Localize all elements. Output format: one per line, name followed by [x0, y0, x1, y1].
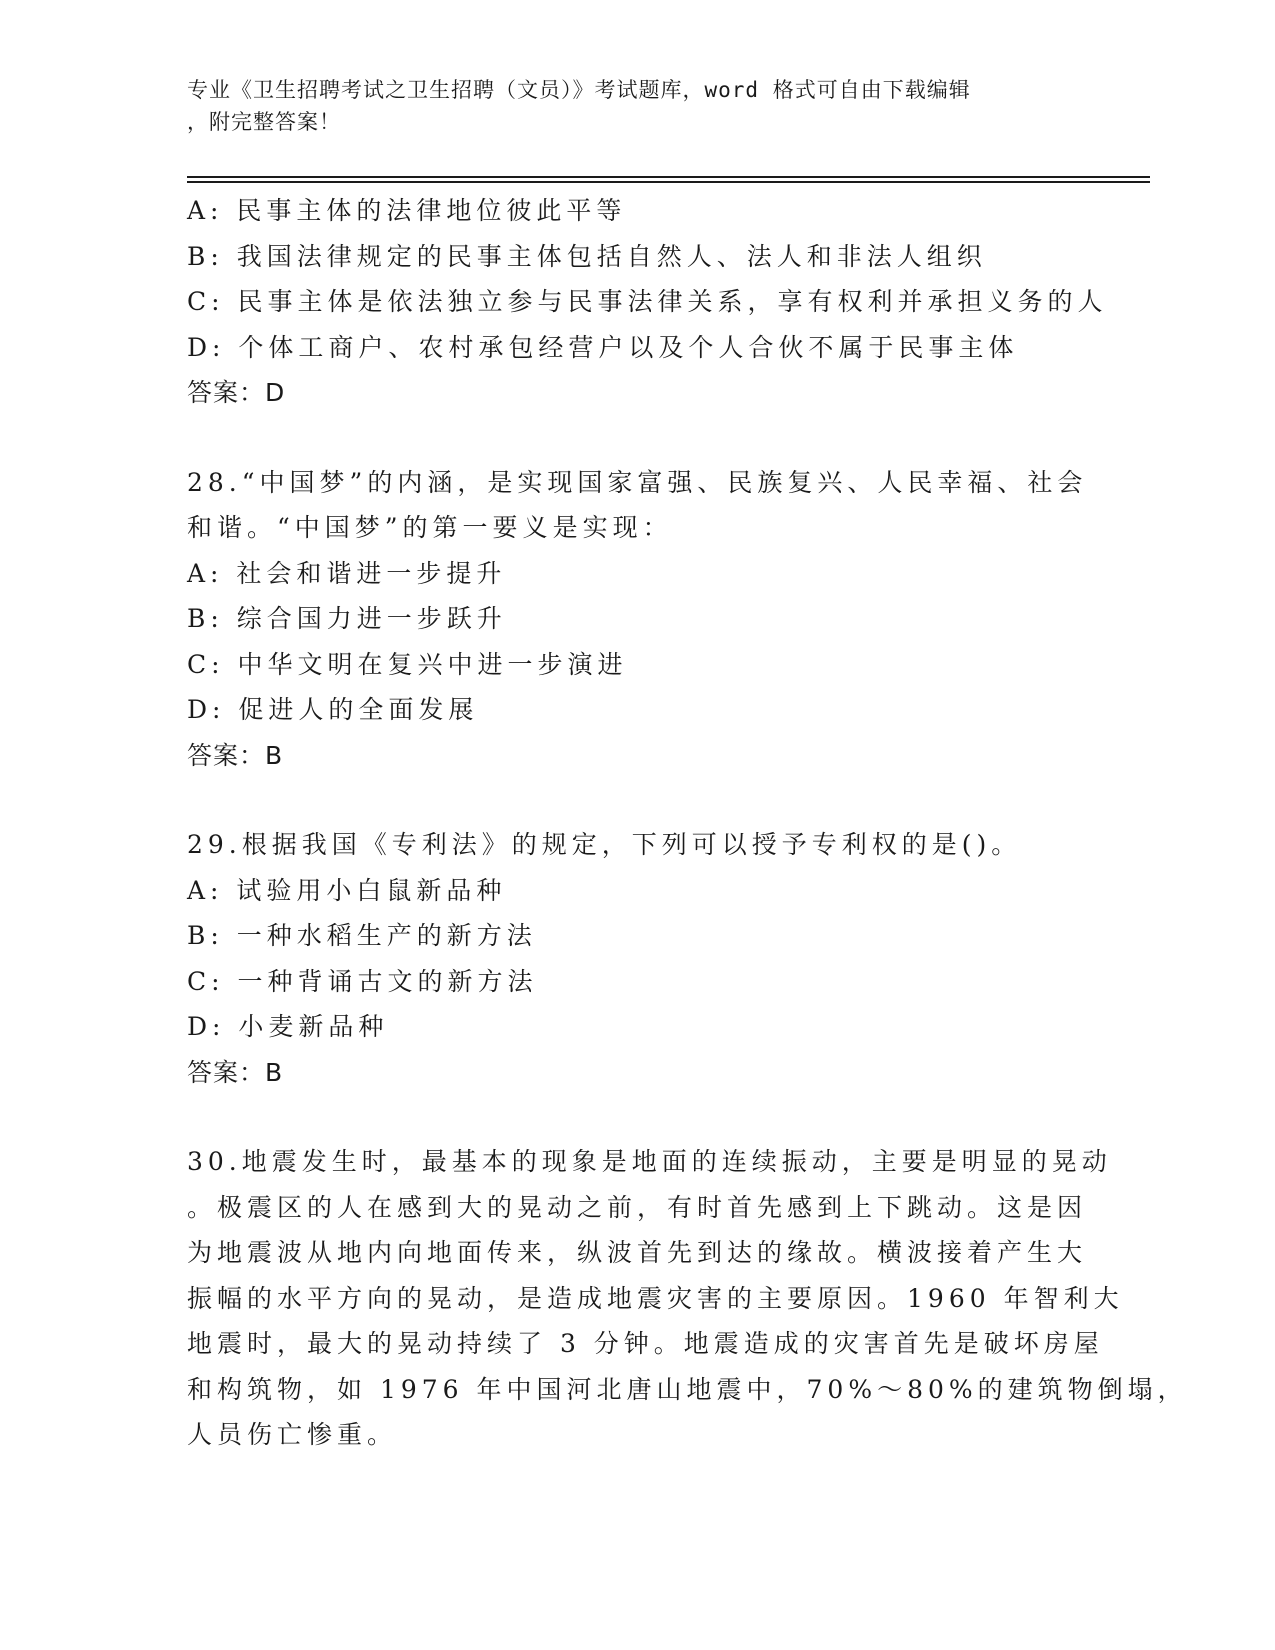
question-stem-line: 振幅的水平方向的晃动，是造成地震灾害的主要原因。1960 年智利大 — [187, 1283, 1124, 1313]
question-29 — [187, 822, 1067, 1095]
option-a: A: 社会和谐进一步提升 — [187, 558, 507, 588]
option-c: C: 一种背诵古文的新方法 — [187, 966, 538, 996]
option-b: B: 一种水稻生产的新方法 — [187, 921, 537, 950]
answer: 答案：B — [187, 1057, 284, 1087]
answer: 答案：B — [187, 740, 284, 770]
prev-question — [187, 188, 1108, 416]
header-line-1: 专业《卫生招聘考试之卫生招聘（文员）》考试题库，word 格式可自由下载编辑 — [187, 78, 971, 102]
option-c: C: 民事主体是依法独立参与民事法律关系，享有权利并承担义务的人 — [187, 287, 1108, 316]
option-b: B: 综合国力进一步跃升 — [187, 604, 507, 633]
header-rule-bottom — [187, 181, 1150, 183]
question-list — [187, 188, 1188, 1458]
header-line-2: ，附完整答案！ — [187, 110, 341, 134]
question-stem-line: 和谐。“中国梦”的第一要义是实现： — [187, 513, 673, 542]
question-stem-line: 地震时，最大的晃动持续了 3 分钟。地震造成的灾害首先是破坏房屋 — [187, 1329, 1104, 1358]
question-28 — [187, 460, 1088, 779]
document-header — [187, 74, 1067, 138]
question-30 — [187, 1139, 1188, 1458]
question-stem-line: 29.根据我国《专利法》的规定，下列可以授予专利权的是()。 — [187, 830, 1022, 859]
option-a: A: 民事主体的法律地位彼此平等 — [187, 196, 627, 225]
question-stem-line: 为地震波从地内向地面传来，纵波首先到达的缘故。横波接着产生大 — [187, 1238, 1088, 1267]
answer: 答案：D — [187, 378, 286, 407]
option-b: B: 我国法律规定的民事主体包括自然人、法人和非法人组织 — [187, 241, 987, 271]
option-d: D: 个体工商户、农村承包经营户以及个人合伙不属于民事主体 — [187, 332, 1019, 362]
question-stem-line: 人员伤亡惨重。 — [187, 1420, 398, 1449]
header-rule-top — [187, 176, 1150, 178]
option-a: A: 试验用小白鼠新品种 — [187, 875, 507, 905]
option-d: D: 促进人的全面发展 — [187, 695, 479, 724]
option-d: D: 小麦新品种 — [187, 1012, 389, 1041]
question-stem-line: 。极震区的人在感到大的晃动之前，有时首先感到上下跳动。这是因 — [187, 1192, 1088, 1222]
option-c: C: 中华文明在复兴中进一步演进 — [187, 649, 628, 679]
question-stem-line: 28.“中国梦”的内涵，是实现国家富强、民族复兴、人民幸福、社会 — [187, 467, 1088, 497]
question-stem-line: 和构筑物，如 1976 年中国河北唐山地震中，70%～80%的建筑物倒塌， — [187, 1374, 1188, 1404]
question-stem-line: 30.地震发生时，最基本的现象是地面的连续振动，主要是明显的晃动 — [187, 1147, 1112, 1176]
